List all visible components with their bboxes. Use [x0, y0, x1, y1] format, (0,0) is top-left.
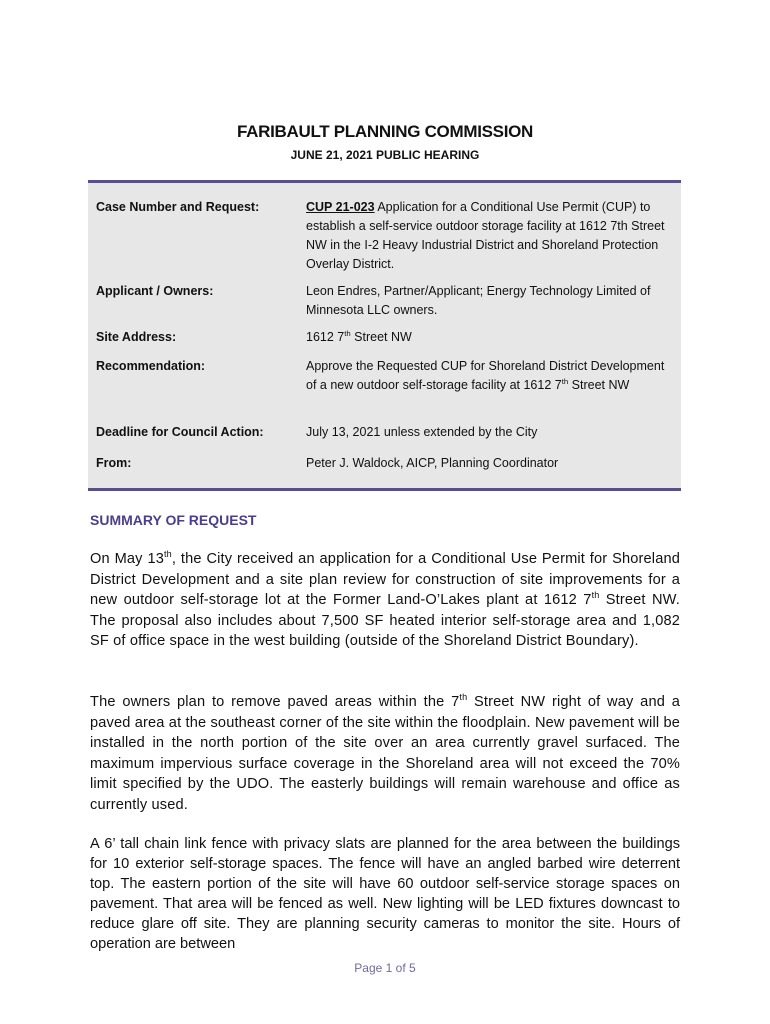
- case-request-text: Application for a Conditional Use Permit (CUP) to establish a self-service outdoor storage facility at 1612 7th Street NW in the I-2 Heavy Industrial District and Shoreland Protection Overlay District.: [306, 200, 665, 271]
- summary-heading: SUMMARY OF REQUEST: [90, 512, 257, 528]
- applicant-label: Applicant / Owners:: [96, 284, 214, 298]
- from-label: From:: [96, 456, 132, 470]
- case-label: Case Number and Request:: [96, 200, 260, 214]
- case-info-table: [88, 180, 681, 491]
- page-number: Page 1 of 5: [354, 961, 416, 975]
- site-value: 1612 7th Street NW: [306, 328, 412, 344]
- from-value: Peter J. Waldock, AICP, Planning Coordinator: [306, 456, 559, 470]
- deadline-label: Deadline for Council Action:: [96, 425, 264, 439]
- summary-paragraph-1: On May 13th, the City received an application for a Conditional Use Permit for Shoreland District Development and a site plan review for construction of site improvements for a new outdoor self-storage lot at the Former Land-O’Lakes plant at 1612 7th Street NW. The proposal also includes about 7,500 SF heated interior self-storage area and 1,082 SF of office space in the west building (outside of the Shoreland District Boundary).: [90, 549, 681, 649]
- summary-paragraph-3: A 6’ tall chain link fence with privacy slats are planned for the area between the buildings for 10 exterior self-storage spaces. The fence will have an angled barbed wire deterrent top. The eastern portion of the site will have 60 outdoor self-service storage spaces on pavement. That area will be fenced as well. New lighting will be LED fixtures downcast to reduce glare off site. They are planning security cameras to monitor the site. Hours of operation are between: [90, 836, 680, 952]
- applicant-value: Leon Endres, Partner/Applicant; Energy Technology Limited of Minnesota LLC owners.: [306, 284, 651, 317]
- recommendation-label: Recommendation:: [96, 359, 206, 373]
- summary-paragraph-2: The owners plan to remove paved areas within the 7th Street NW right of way and a paved area at the southeast corner of the site within the floodplain. New pavement will be installed in the north portion of the site over an area currently gravel surfaced. The maximum impervious surface coverage in the Shoreland area will not exceed the 70% limit specified by the UDO. The easterly buildings will remain warehouse and office as currently used.: [90, 692, 680, 813]
- deadline-value: July 13, 2021 unless extended by the City: [306, 425, 538, 439]
- site-label: Site Address:: [96, 330, 177, 344]
- hearing-date: JUNE 21, 2021 PUBLIC HEARING: [290, 148, 480, 162]
- case-request: [306, 198, 676, 274]
- case-number: CUP 21-023: [306, 200, 375, 214]
- document-title: FARIBAULT PLANNING COMMISSION: [236, 122, 534, 141]
- recommendation-value: Approve the Requested CUP for Shoreland District Development of a new outdoor self-storage facility at 1612 7th Street NW: [306, 359, 665, 392]
